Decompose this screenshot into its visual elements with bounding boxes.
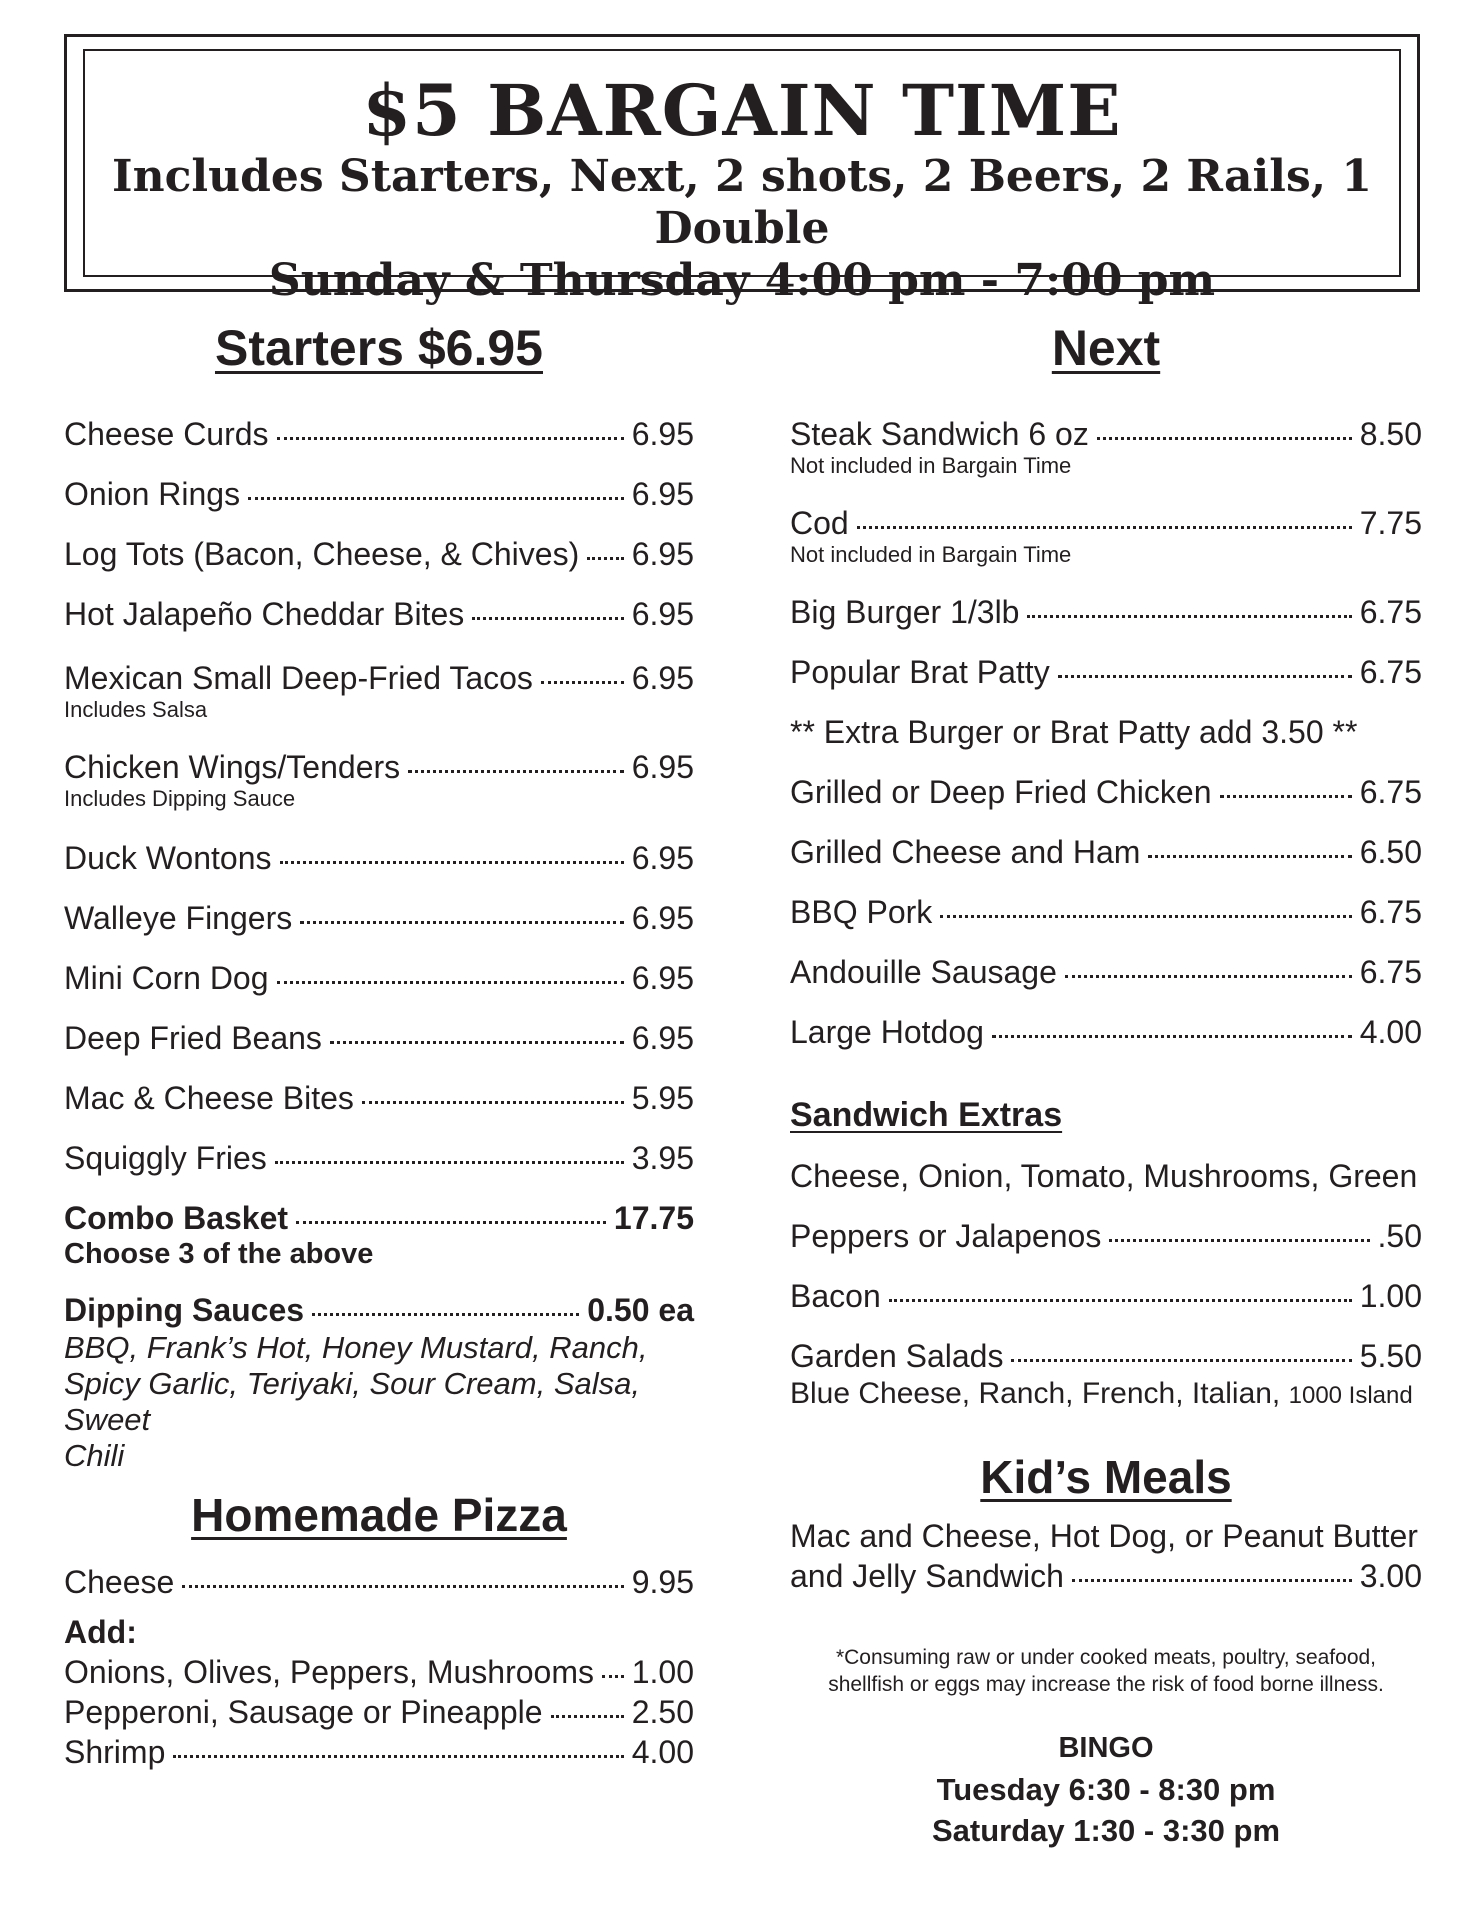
dot-leader [173,1755,623,1758]
dot-leader [248,497,624,500]
dot-leader [992,1035,1352,1038]
combo-note: Choose 3 of the above [64,1238,374,1270]
dot-leader [1072,1579,1352,1582]
dot-leader [551,1715,624,1718]
menu-item: Cheese Curds 6.95 [64,416,694,452]
food-safety-disclaimer: *Consuming raw or under cooked meats, poultry, seafood, shellfish or eggs may increase the risk of food borne illness. [828,1646,1384,1696]
menu-item: Andouille Sausage 6.75 [790,954,1422,990]
banner-title: $5 BARGAIN TIME [362,69,1122,152]
sauce-list-line: Spicy Garlic, Teriyaki, Sour Cream, Salsa, Sweet [64,1366,640,1437]
menu-item: Hot Jalapeño Cheddar Bites 6.95 [64,596,694,632]
menu-item: Log Tots (Bacon, Cheese, & Chives) 6.95 [64,536,694,572]
extras-heading: Sandwich Extras [790,1096,1063,1134]
starters-heading: Starters $6.95 [214,320,543,376]
menu-item: Deep Fried Beans 6.95 [64,1020,694,1056]
item-note: Includes Dipping Sauce [64,786,296,811]
dot-leader [1109,1239,1369,1242]
dot-leader [1065,975,1352,978]
dot-leader [312,1313,579,1316]
dot-leader [408,770,624,773]
bingo-saturday: Saturday 1:30 - 3:30 pm [931,1813,1281,1848]
menu-item: and Jelly Sandwich 3.00 [790,1558,1422,1594]
menu-item: Mac & Cheese Bites 5.95 [64,1080,694,1116]
dot-leader [1058,675,1352,678]
dot-leader [587,557,623,560]
banner-hours: Sunday & Thursday 4:00 pm - 7:00 pm [268,255,1216,306]
banner-includes: Includes Starters, Next, 2 shots, 2 Beers, 2 Rails, 1 Double [112,151,1372,254]
bargain-banner [64,34,1420,306]
right-column [790,318,1422,1851]
dipping-sauces: Dipping Sauces 0.50 ea [64,1292,694,1328]
sauce-list-line: Chili [64,1438,125,1473]
menu-item: Onions, Olives, Peppers, Mushrooms 1.00 [64,1654,694,1690]
dot-leader [182,1585,623,1588]
menu-item: Large Hotdog 4.00 [790,1014,1422,1050]
menu-item: Shrimp 4.00 [64,1734,694,1770]
sauce-list-line: BBQ, Frank’s Hot, Honey Mustard, Ranch, [64,1330,648,1365]
dot-leader [857,526,1352,529]
dot-leader [1148,855,1351,858]
dot-leader [275,1161,624,1164]
dot-leader [1097,437,1352,440]
extras-line: Cheese, Onion, Tomato, Mushrooms, Green [790,1158,1418,1194]
dot-leader [541,681,624,684]
dot-leader [940,915,1351,918]
bingo-title: BINGO [1058,1732,1154,1764]
extra-burger-note: ** Extra Burger or Brat Patty add 3.50 ** [790,714,1358,750]
dot-leader [602,1675,624,1678]
dot-leader [1027,615,1351,618]
menu-item: Mini Corn Dog 6.95 [64,960,694,996]
item-note: Not included in Bargain Time [790,453,1072,478]
kids-line: Mac and Cheese, Hot Dog, or Peanut Butter [790,1518,1418,1554]
menu-item: Grilled or Deep Fried Chicken 6.75 [790,774,1422,810]
dot-leader [280,861,624,864]
menu-item: Cheese 9.95 [64,1564,694,1600]
menu-item: Squiggly Fries 3.95 [64,1140,694,1176]
left-column [64,318,694,1772]
menu-item: Pepperoni, Sausage or Pineapple 2.50 [64,1694,694,1730]
pizza-add-label: Add: [64,1614,137,1650]
menu-item: Cod 7.75 [790,505,1422,541]
dot-leader [362,1101,624,1104]
menu-item: Popular Brat Patty 6.75 [790,654,1422,690]
menu-item: Chicken Wings/Tenders 6.95 [64,749,694,785]
dot-leader [472,617,623,620]
menu-item: BBQ Pork 6.75 [790,894,1422,930]
banner-inner-frame [83,49,1401,306]
bingo-tuesday: Tuesday 6:30 - 8:30 pm [936,1772,1276,1807]
dot-leader [277,981,624,984]
pizza-heading: Homemade Pizza [191,1489,567,1541]
dot-leader [330,1041,624,1044]
dressing-list: Blue Cheese, Ranch, French, Italian, 1000 Island [790,1377,1413,1410]
menu-item: Garden Salads 5.50 [790,1338,1422,1374]
menu-item: Duck Wontons 6.95 [64,840,694,876]
bingo-block [790,1728,1422,1851]
menu-item: Big Burger 1/3lb 6.75 [790,594,1422,630]
combo-basket: Combo Basket 17.75 [64,1200,694,1236]
dot-leader [277,437,624,440]
dot-leader [1011,1359,1351,1362]
item-note: Includes Salsa [64,697,208,722]
menu-item: Mexican Small Deep-Fried Tacos 6.95 [64,660,694,696]
dot-leader [300,921,624,924]
next-heading: Next [1051,320,1161,376]
menu-item: Onion Rings 6.95 [64,476,694,512]
menu-item: Peppers or Jalapenos .50 [790,1218,1422,1254]
item-note: Not included in Bargain Time [790,542,1072,567]
dot-leader [296,1221,606,1224]
menu-item: Walleye Fingers 6.95 [64,900,694,936]
kids-heading: Kid’s Meals [980,1451,1232,1503]
menu-item: Bacon 1.00 [790,1278,1422,1314]
dot-leader [889,1299,1352,1302]
dot-leader [1220,795,1352,798]
menu-item: Steak Sandwich 6 oz 8.50 [790,416,1422,452]
menu-item: Grilled Cheese and Ham 6.50 [790,834,1422,870]
